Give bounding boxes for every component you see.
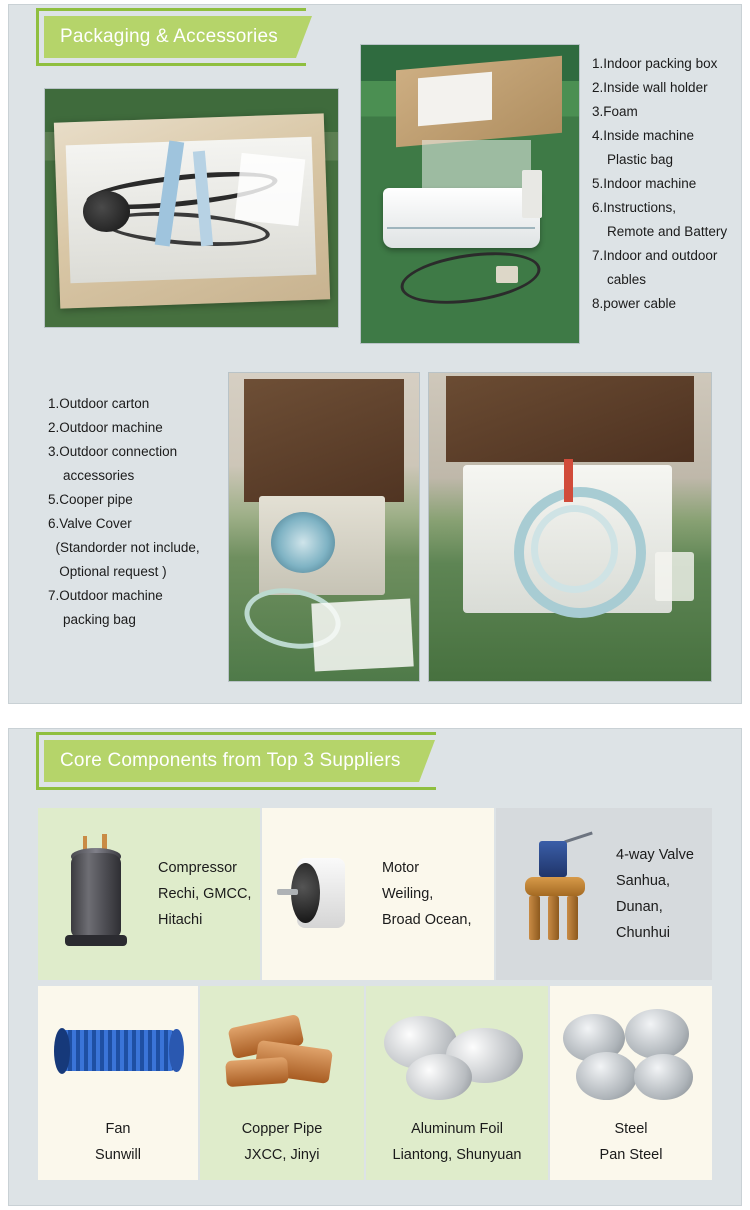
- list-item: Plastic bag: [592, 152, 674, 167]
- component-card-copper-pipe: [200, 986, 364, 1180]
- core-section-title: Core Components from Top 3 Suppliers: [60, 750, 401, 771]
- component-text-motor: [382, 855, 471, 933]
- photo-indoor-unit-open-carton: [360, 44, 580, 344]
- component-text-compressor: [158, 855, 251, 933]
- list-item: 4.Inside machine: [592, 128, 695, 143]
- list-item: 7.Outdoor machine: [48, 588, 163, 603]
- compressor-icon: [48, 834, 144, 954]
- component-card-fan: [38, 986, 198, 1180]
- component-card-four-way-valve: [496, 808, 712, 980]
- component-name: Motor: [382, 860, 420, 876]
- list-item: 6.Valve Cover: [48, 516, 132, 531]
- list-item: Remote and Battery: [592, 224, 728, 239]
- ribbon-tail-shape: [419, 740, 435, 782]
- component-name: Fan: [105, 1121, 131, 1137]
- packaging-section-title: Packaging & Accessories: [60, 26, 278, 47]
- list-item: 5.Cooper pipe: [48, 492, 133, 507]
- packaging-header-ribbon: [44, 16, 312, 58]
- component-supplier: Weiling,: [382, 886, 434, 902]
- list-item: 1.Outdoor carton: [48, 396, 150, 411]
- component-name: 4-way Valve: [616, 847, 694, 863]
- indoor-packing-list: [592, 52, 742, 316]
- component-supplier: Rechi, GMCC,: [158, 886, 252, 902]
- core-header-ribbon: [44, 740, 435, 782]
- component-card-motor: [262, 808, 494, 980]
- component-supplier: Pan Steel: [599, 1147, 663, 1163]
- list-item: 3.Foam: [592, 104, 638, 119]
- component-name: Copper Pipe: [241, 1121, 323, 1137]
- list-item: Optional request ): [48, 564, 167, 579]
- component-text-copper-pipe: [200, 1116, 364, 1168]
- component-supplier: Sanhua, Dunan,: [616, 873, 671, 915]
- outdoor-packing-list: [48, 392, 228, 632]
- list-item: 2.Inside wall holder: [592, 80, 708, 95]
- component-supplier: JXCC, Jinyi: [244, 1147, 320, 1163]
- component-supplier: Chunhui: [616, 925, 671, 941]
- list-item: 7.Indoor and outdoor: [592, 248, 718, 263]
- photo-outdoor-unit-carton: [228, 372, 420, 682]
- component-text-four-way-valve: [616, 842, 712, 946]
- component-name: Steel: [614, 1121, 648, 1137]
- component-text-fan: [38, 1116, 198, 1168]
- list-item: 6.Instructions,: [592, 200, 677, 215]
- list-item: 5.Indoor machine: [592, 176, 697, 191]
- component-name: Aluminum Foil: [411, 1121, 503, 1137]
- component-supplier: Broad Ocean,: [382, 912, 472, 928]
- photo-outdoor-unit-foam-packing: [428, 372, 712, 682]
- list-item: packing bag: [48, 612, 136, 627]
- list-item: 2.Outdoor machine: [48, 420, 163, 435]
- list-item: cables: [592, 272, 647, 287]
- component-supplier: Hitachi: [158, 912, 203, 928]
- steel-icon: [550, 992, 712, 1112]
- copper-pipe-icon: [200, 992, 364, 1112]
- list-item: (Standorder not include,: [48, 540, 200, 555]
- list-item: 1.Indoor packing box: [592, 56, 718, 71]
- component-text-aluminum-foil: [366, 1116, 548, 1168]
- component-supplier: Sunwill: [95, 1147, 141, 1163]
- list-item: accessories: [48, 468, 135, 483]
- component-card-aluminum-foil: [366, 986, 548, 1180]
- component-text-steel: [550, 1116, 712, 1168]
- list-item: 3.Outdoor connection: [48, 444, 178, 459]
- four-way-valve-icon: [506, 834, 602, 954]
- list-item: 8.power cable: [592, 296, 677, 311]
- ribbon-tail-shape: [296, 16, 312, 58]
- component-card-steel: [550, 986, 712, 1180]
- fan-icon: [38, 992, 198, 1112]
- aluminum-foil-icon: [366, 992, 548, 1112]
- component-supplier: Liantong, Shunyuan: [392, 1147, 522, 1163]
- component-card-compressor: [38, 808, 260, 980]
- motor-icon: [272, 834, 368, 954]
- photo-indoor-accessories-in-carton: [44, 88, 339, 328]
- component-name: Compressor: [158, 860, 237, 876]
- section-divider: [0, 710, 750, 724]
